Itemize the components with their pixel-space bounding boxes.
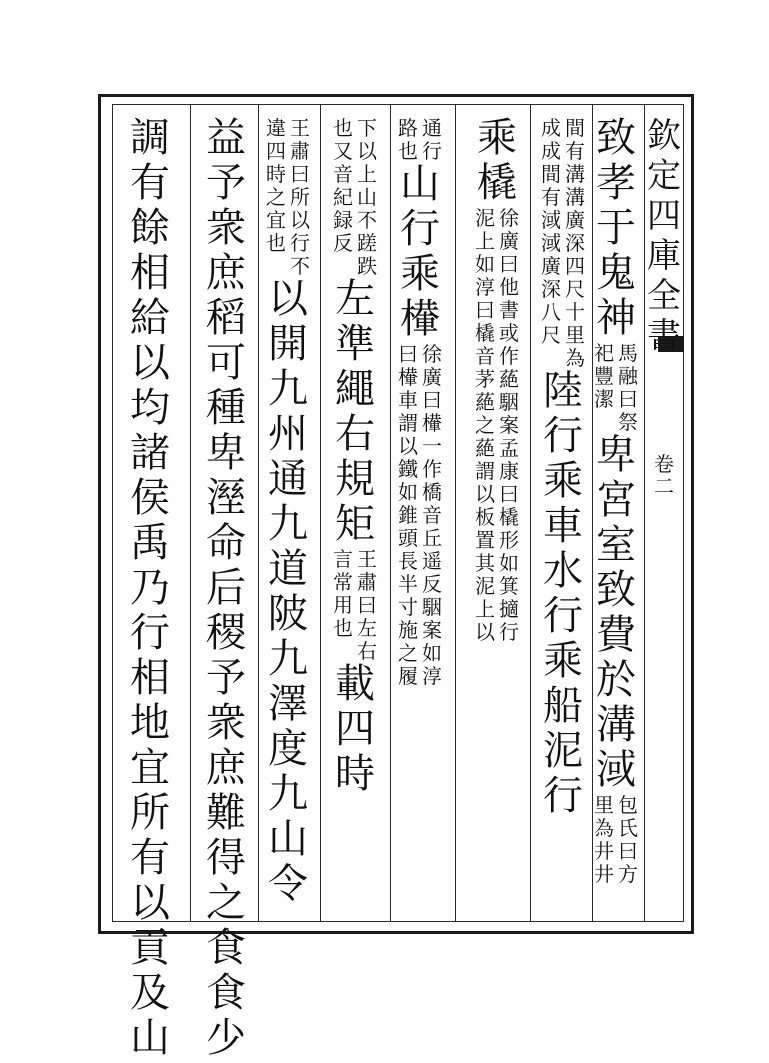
note-char: 也 [266,231,286,255]
note-char: 也 [333,616,353,640]
note-char: 井 [594,862,614,886]
main-char: 侯 [130,475,170,521]
main-char: 費 [596,612,636,658]
note-char: 上 [475,229,495,253]
main-char: 規 [335,456,375,502]
main-char: 船 [543,683,583,729]
note-char: 徐 [422,342,442,366]
main-char: 予 [206,655,246,701]
note-char: 如 [499,551,519,575]
main-char: 所 [130,790,170,836]
note-char: 之 [398,641,418,665]
note-char: 違 [266,116,286,140]
note-line [333,118,353,256]
main-char: 餘 [130,205,170,251]
note-char: 十 [565,300,585,324]
note-char: 橋 [422,480,442,504]
column-rule [455,104,456,922]
main-char: 稷 [206,610,246,656]
note-char: 徐 [499,206,519,230]
note-char: 井 [594,839,614,863]
main-char: 度 [268,726,308,772]
main-char: 諸 [130,430,170,476]
note-char: 成 [541,139,561,163]
main-char: 乘 [543,638,583,684]
note-char: 如 [475,252,495,276]
note-char: 康 [499,459,519,483]
note-char: 王 [357,547,377,571]
main-char: 繩 [335,366,375,412]
note-line [618,795,638,887]
note-line [594,795,614,887]
main-text [596,115,636,343]
main-char: 澤 [268,681,308,727]
main-char: 陸 [543,368,583,414]
main-char: 宮 [596,477,636,523]
note-char: 泥 [475,574,495,598]
note-char: 豐 [594,364,614,388]
note-char: 淢 [541,231,561,255]
note-char: 寸 [398,595,418,619]
note-line [618,343,638,435]
note-char: 祀 [594,341,614,365]
text-column [539,118,587,821]
main-char: 有 [130,835,170,881]
note-char: 謂 [398,411,418,435]
note-char: 包 [618,793,638,817]
title-char: 全 [647,276,681,316]
note-char: 宜 [266,208,286,232]
note-char: 之 [266,185,286,209]
note-char: 以 [357,139,377,163]
main-char: 均 [130,385,170,431]
note-char: 遥 [422,549,442,573]
main-char: 種 [206,385,246,431]
main-char: 乃 [130,565,170,611]
note-char: 反 [422,572,442,596]
note-char: 廣 [565,208,585,232]
main-char: 乘 [477,115,517,161]
text-column [331,118,379,799]
note-char: 檋 [398,365,418,389]
text-column [202,115,250,1063]
note-char: 履 [398,664,418,688]
main-char: 矩 [335,501,375,547]
note-char: 一 [422,434,442,458]
note-char: 以 [398,434,418,458]
main-char: 溼 [206,475,246,521]
commentary-note [331,118,379,279]
note-char: 廣 [499,229,519,253]
main-char: 九 [268,501,308,547]
note-char: 尺 [565,277,585,301]
note-char: 他 [499,275,519,299]
note-char: 橇 [499,505,519,529]
note-char: 上 [475,597,495,621]
note-char: 橇 [475,321,495,345]
note-char: 置 [475,528,495,552]
note-char: 溝 [565,162,585,186]
note-char: 曰 [618,839,638,863]
note-char: 蕝 [499,367,519,391]
note-char: 廣 [541,254,561,278]
commentary-note [264,118,312,279]
main-char: 車 [543,503,583,549]
note-char: 曰 [499,252,519,276]
main-char: 之 [206,880,246,926]
note-char: 言 [333,547,353,571]
note-char: 淳 [475,275,495,299]
note-char: 有 [541,185,561,209]
main-text [596,432,636,795]
note-char: 如 [398,480,418,504]
note-line [565,118,585,371]
main-char: 庶 [206,745,246,791]
note-char: 曰 [475,298,495,322]
main-char: 稻 [206,295,246,341]
note-char: 音 [475,344,495,368]
note-char: 案 [422,618,442,642]
main-char: 地 [130,700,170,746]
text-column [126,115,174,1063]
note-char: 紀 [333,185,353,209]
main-char: 九 [268,366,308,412]
note-char: 廣 [422,365,442,389]
title-char: 書 [647,316,681,356]
main-char: 予 [206,160,246,206]
main-char: 室 [596,522,636,568]
note-char: 里 [565,323,585,347]
main-char: 九 [268,771,308,817]
main-char: 命 [206,520,246,566]
note-char: 四 [266,139,286,163]
main-char: 貢 [130,925,170,971]
note-char: 也 [333,116,353,140]
main-char: 左 [335,276,375,322]
note-char: 左 [357,616,377,640]
note-char: 肅 [290,139,310,163]
main-char: 得 [206,835,246,881]
text-column [264,118,312,909]
main-text [400,161,440,344]
column-rule [390,104,391,922]
title-char: 定 [647,156,681,196]
main-char: 溝 [596,702,636,748]
main-char: 調 [130,115,170,161]
main-char: 行 [543,413,583,459]
main-char: 卑 [596,432,636,478]
commentary-note [539,118,587,371]
book-title [647,108,681,356]
main-char: 檋 [400,296,440,342]
note-char: 曰 [290,162,310,186]
note-char: 為 [565,346,585,370]
note-char: 為 [594,816,614,840]
main-char: 道 [268,546,308,592]
note-char: 鐵 [398,457,418,481]
note-char: 上 [357,162,377,186]
note-line [422,344,442,689]
note-char: 書 [499,298,519,322]
note-char: 王 [290,116,310,140]
note-char: 曰 [618,387,638,411]
note-char: 泥 [475,206,495,230]
text-column [396,118,444,689]
main-char: 開 [268,321,308,367]
column-rule [320,104,321,922]
note-char: 方 [618,862,638,886]
note-line [290,118,310,279]
main-char: 相 [130,250,170,296]
main-char: 九 [268,636,308,682]
main-char: 州 [268,411,308,457]
note-char: 板 [475,505,495,529]
main-char: 宜 [130,745,170,791]
note-char: 音 [333,162,353,186]
note-line [541,118,561,348]
note-char: 曰 [398,342,418,366]
main-char: 益 [206,115,246,161]
main-char: 以 [268,276,308,322]
main-char: 行 [543,593,583,639]
note-char: 深 [565,231,585,255]
note-char: 行 [499,620,519,644]
main-text [268,276,308,909]
main-char: 淢 [596,747,636,793]
main-char: 行 [130,610,170,656]
note-char: 蕝 [475,390,495,414]
note-char: 蹉 [357,231,377,255]
main-text [206,115,246,1063]
note-char: 通 [422,116,442,140]
main-text [335,661,375,799]
note-line [357,549,377,664]
note-char: 跌 [357,254,377,278]
note-line [499,208,519,645]
note-char: 箕 [499,574,519,598]
main-char: 卑 [206,430,246,476]
note-char: 施 [398,618,418,642]
note-char: 右 [357,639,377,663]
note-char: 淢 [541,208,561,232]
note-char: 長 [398,549,418,573]
note-char: 行 [422,139,442,163]
note-char: 音 [422,503,442,527]
note-char: 尺 [541,323,561,347]
note-line [333,549,353,641]
note-char: 馬 [618,341,638,365]
note-char: 形 [499,528,519,552]
note-char: 以 [290,208,310,232]
main-char: 給 [130,295,170,341]
note-char: 孟 [499,436,519,460]
main-char: 庶 [206,250,246,296]
main-char: 禹 [130,520,170,566]
note-line [422,118,442,164]
note-char: 溝 [565,185,585,209]
note-char: 祭 [618,410,638,434]
note-char: 肅 [357,570,377,594]
note-char: 用 [333,593,353,617]
column-rule [190,104,191,922]
main-char: 山 [130,1015,170,1061]
note-char: 其 [475,551,495,575]
note-char: 八 [541,300,561,324]
main-char: 右 [335,411,375,457]
main-char: 載 [335,661,375,707]
note-char: 成 [541,116,561,140]
main-char: 通 [268,456,308,502]
note-char: 擿 [499,597,519,621]
main-char: 陂 [268,591,308,637]
note-char: 作 [499,344,519,368]
main-char: 及 [130,970,170,1016]
main-char: 相 [130,655,170,701]
block-margin [644,108,684,498]
note-char: 曰 [499,482,519,506]
note-line [266,118,286,256]
title-char: 庫 [647,236,681,276]
note-char: 所 [290,185,310,209]
main-char: 可 [206,340,246,386]
main-char: 鬼 [596,250,636,296]
text-column [592,115,640,887]
text-column [473,115,521,645]
note-char: 駰 [422,595,442,619]
column-rule [530,104,531,922]
commentary-note [592,795,640,887]
main-char: 致 [596,115,636,161]
note-char: 如 [422,641,442,665]
note-line [357,118,377,279]
note-char: 深 [541,277,561,301]
note-char: 録 [333,208,353,232]
note-char: 曰 [422,388,442,412]
note-char: 山 [357,185,377,209]
note-char: 檋 [422,411,442,435]
main-char: 乘 [400,251,440,297]
volume-number [654,448,674,498]
main-char: 時 [335,751,375,797]
note-char: 常 [333,570,353,594]
note-char: 駰 [499,390,519,414]
note-char: 淳 [422,664,442,688]
commentary-note [396,118,444,164]
main-char: 令 [268,861,308,907]
note-char: 行 [290,231,310,255]
main-char: 神 [596,295,636,341]
main-text [543,368,583,821]
note-char: 或 [499,321,519,345]
main-char: 以 [130,880,170,926]
note-line [475,208,495,645]
main-char: 于 [596,205,636,251]
note-char: 間 [565,116,585,140]
title-char: 四 [647,196,681,236]
main-char: 泥 [543,728,583,774]
main-char: 后 [206,565,246,611]
main-char: 乘 [543,458,583,504]
note-char: 以 [475,620,495,644]
main-char: 山 [400,161,440,207]
note-line [594,343,614,412]
note-char: 氏 [618,816,638,840]
main-char: 山 [268,816,308,862]
note-char: 以 [475,482,495,506]
main-char: 橇 [477,160,517,206]
commentary-note [331,549,379,664]
main-char: 衆 [206,205,246,251]
note-char: 又 [333,139,353,163]
main-char: 難 [206,790,246,836]
commentary-note [396,344,444,689]
main-char: 行 [400,206,440,252]
note-char: 案 [499,413,519,437]
main-text [477,115,517,208]
note-char: 反 [333,231,353,255]
note-char: 里 [594,793,614,817]
main-char: 食 [206,970,246,1016]
note-char: 謂 [475,459,495,483]
main-char: 食 [206,925,246,971]
note-char: 作 [422,457,442,481]
note-char: 不 [357,208,377,232]
note-char: 間 [541,162,561,186]
note-char: 曰 [357,593,377,617]
volume-char: 卷 [654,452,674,476]
note-char: 車 [398,388,418,412]
note-char: 不 [290,254,310,278]
note-char: 下 [357,116,377,140]
note-char: 丘 [422,526,442,550]
column-rule [258,104,259,922]
volume-char: 二 [654,474,674,498]
note-char: 錐 [398,503,418,527]
note-char: 四 [565,254,585,278]
main-char: 四 [335,706,375,752]
note-char: 半 [398,572,418,596]
title-char: 欽 [647,116,681,156]
main-char: 以 [130,340,170,386]
main-char: 孝 [596,160,636,206]
main-char: 水 [543,548,583,594]
main-char: 行 [543,773,583,819]
note-char: 茅 [475,367,495,391]
commentary-note [592,343,640,435]
main-char: 衆 [206,700,246,746]
note-line [398,118,418,164]
main-text [335,276,375,549]
note-char: 蕝 [475,436,495,460]
note-char: 時 [266,162,286,186]
note-char: 路 [398,116,418,140]
main-text [130,115,170,1063]
main-char: 於 [596,657,636,703]
note-line [398,344,418,689]
main-char: 少 [206,1015,246,1061]
main-char: 致 [596,567,636,613]
note-char: 之 [475,413,495,437]
note-char: 有 [565,139,585,163]
commentary-note [473,208,521,645]
main-char: 有 [130,160,170,206]
note-char: 頭 [398,526,418,550]
main-char: 準 [335,321,375,367]
note-char: 也 [398,139,418,163]
note-char: 潔 [594,387,614,411]
note-char: 融 [618,364,638,388]
